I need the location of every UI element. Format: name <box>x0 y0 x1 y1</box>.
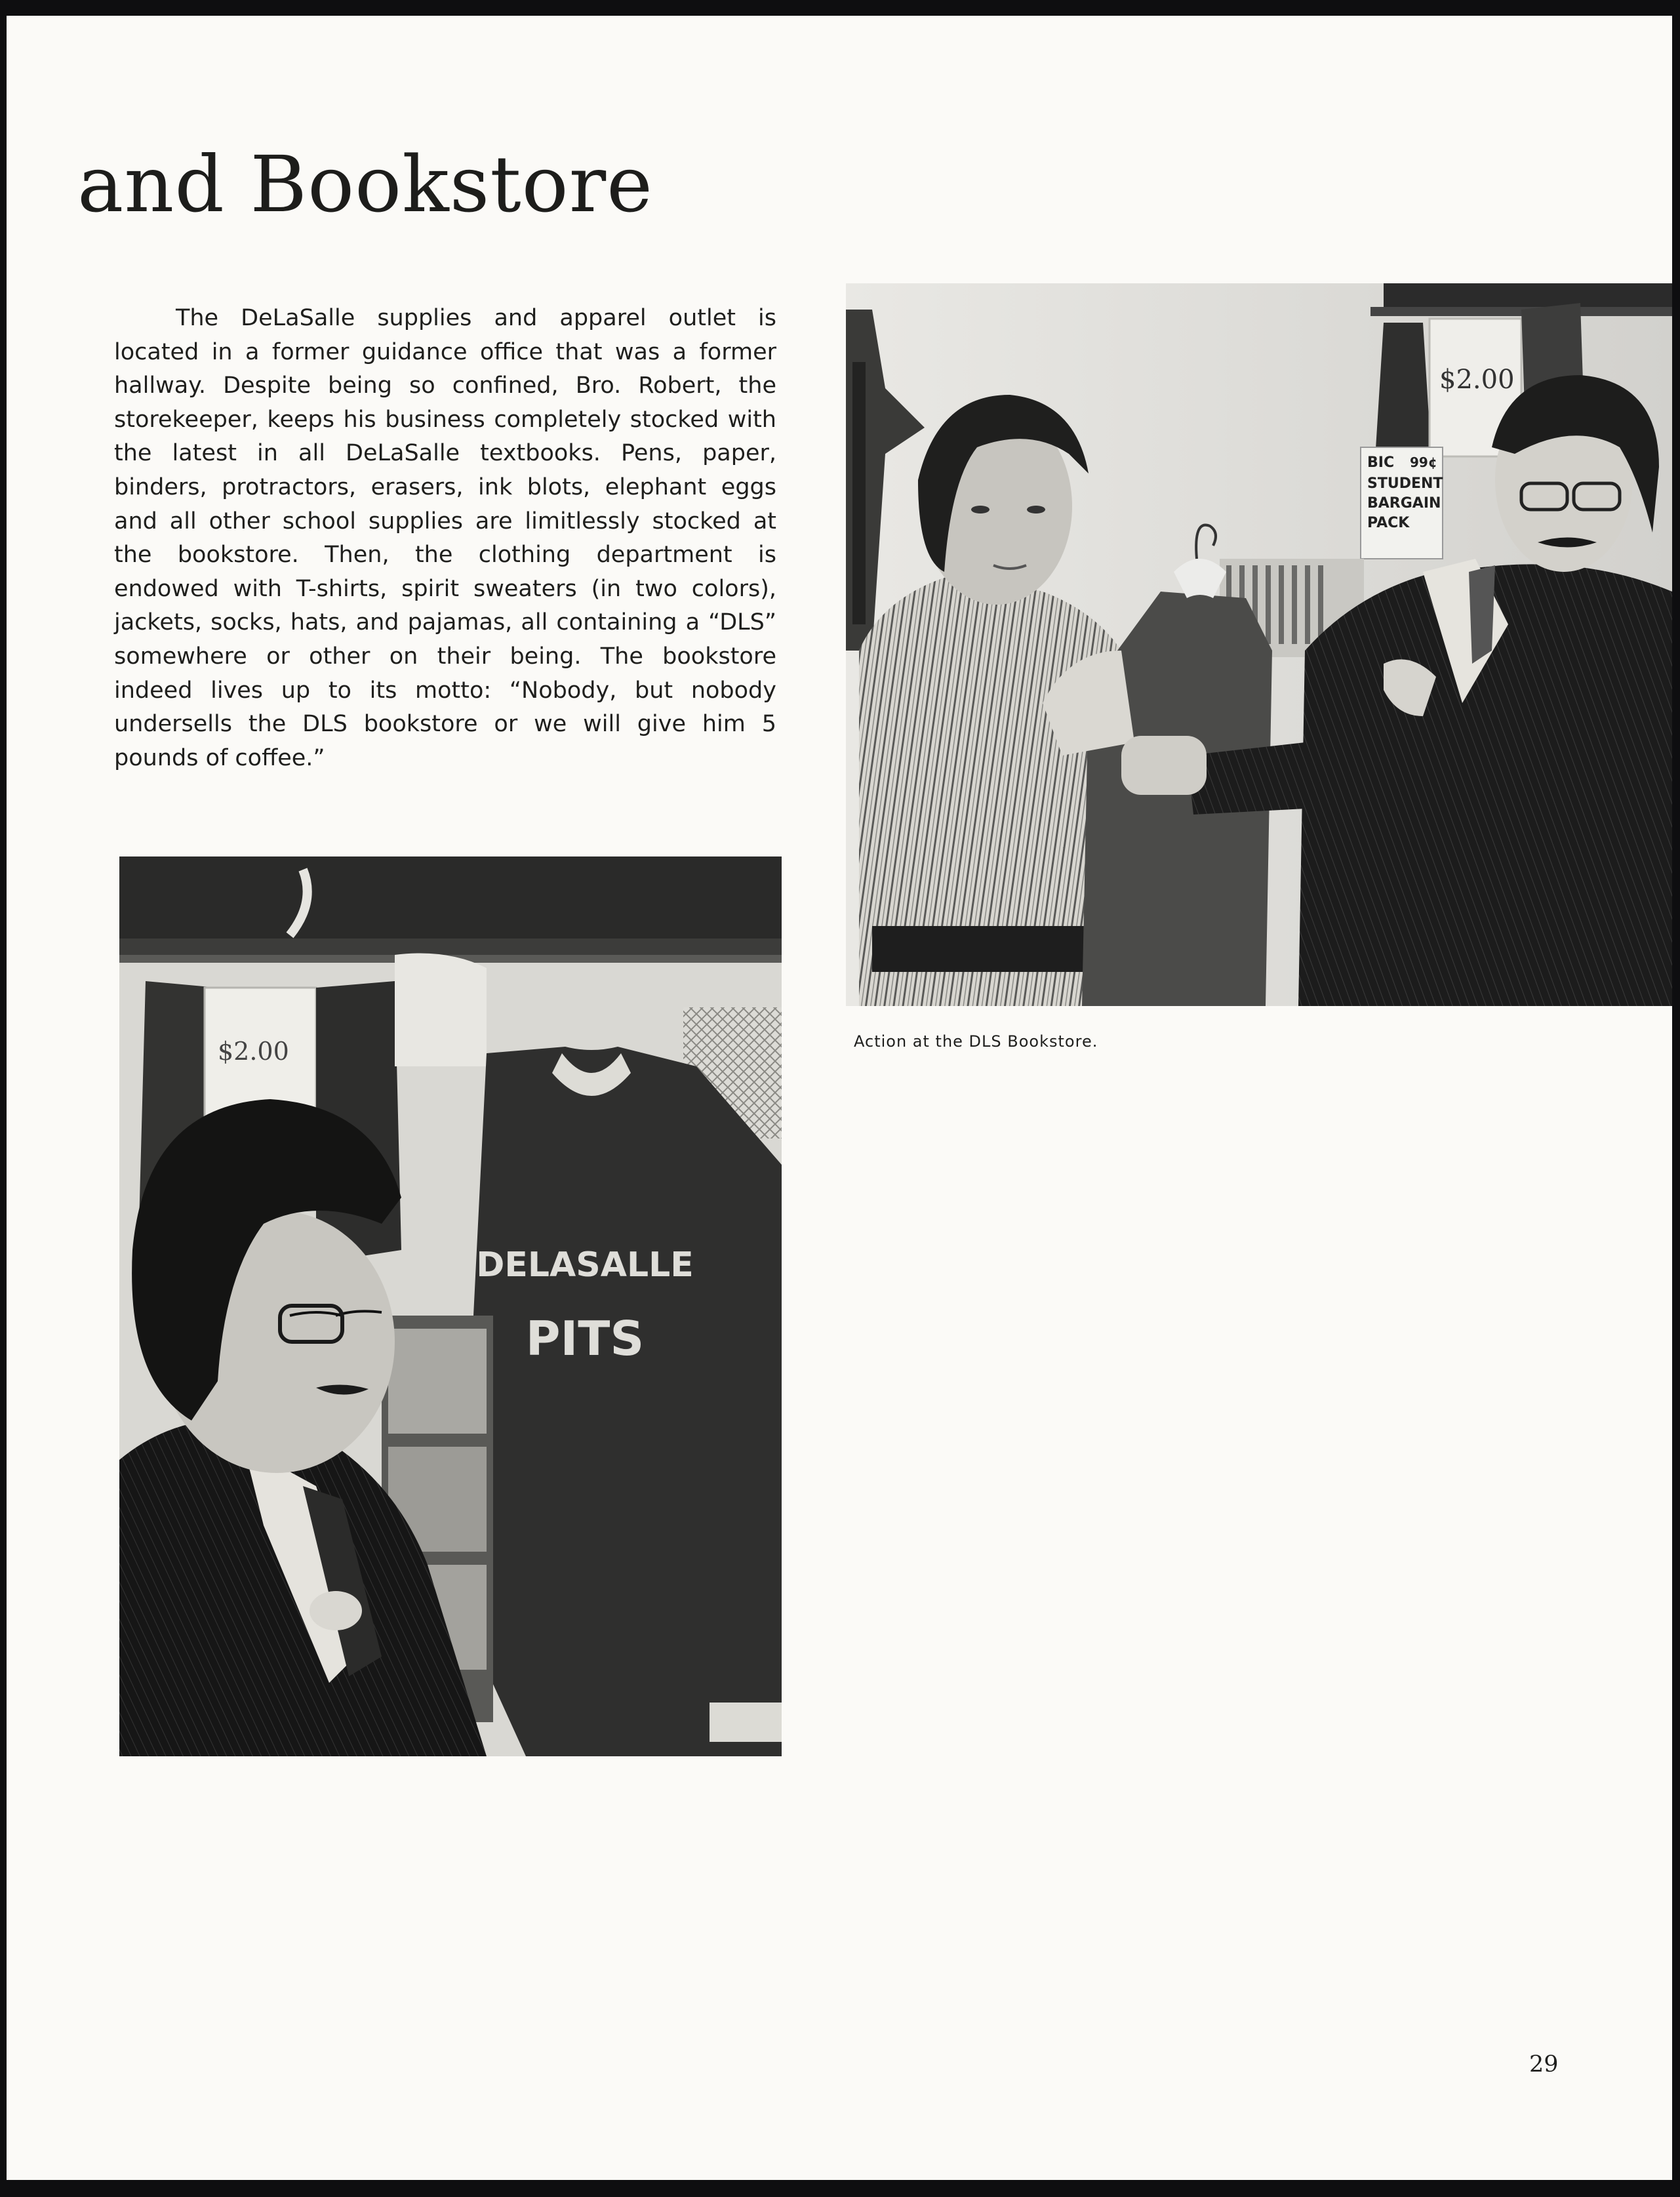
price-tag-left: $2.00 <box>218 1037 289 1066</box>
pack-brand-text: BIC <box>1367 454 1395 471</box>
page-headline: and Bookstore <box>77 139 653 230</box>
photo-caption: Action at the DLS Bookstore. <box>854 1032 1098 1051</box>
shirt-text-school: DELASALLE <box>476 1245 694 1285</box>
bookstore-shirt-photo-art <box>119 857 782 1756</box>
bookstore-action-photo <box>846 283 1672 1006</box>
price-tag-right: $2.00 <box>1439 365 1515 395</box>
pack-line-1: STUDENT <box>1367 475 1443 492</box>
shirt-text-pits: PITS <box>525 1311 645 1366</box>
pack-line-3: PACK <box>1367 515 1410 531</box>
bookstore-shirt-photo <box>119 857 782 1756</box>
page-number: 29 <box>1529 2051 1559 2078</box>
yearbook-page <box>7 16 1672 2180</box>
bookstore-article-text: The DeLaSalle supplies and apparel outlet is located in a former guidance office that was a former hallway. Despite being so confined, Bro. Robert, the storekeeper, keeps his business completely stocked with the latest in all DeLaSalle textbooks. Pens, paper, binders, protractors, erasers, ink blots, elephant eggs and all other school supplies are limitlessly stocked at the bookstore. Then, the clothing department is endowed with T-shirts, spirit sweaters (in two colors), jackets, socks, hats, and pajamas, all containing a “DLS” somewhere or other on their being. The bookstore indeed lives up to its motto: “Nobody, but nobody undersells the DLS bookstore or we will give him 5 pounds of coffee.” <box>114 305 776 771</box>
bookstore-action-photo-art <box>846 283 1672 1006</box>
pack-price-text: 99¢ <box>1410 454 1437 470</box>
pack-line-2: BARGAIN <box>1367 495 1441 512</box>
